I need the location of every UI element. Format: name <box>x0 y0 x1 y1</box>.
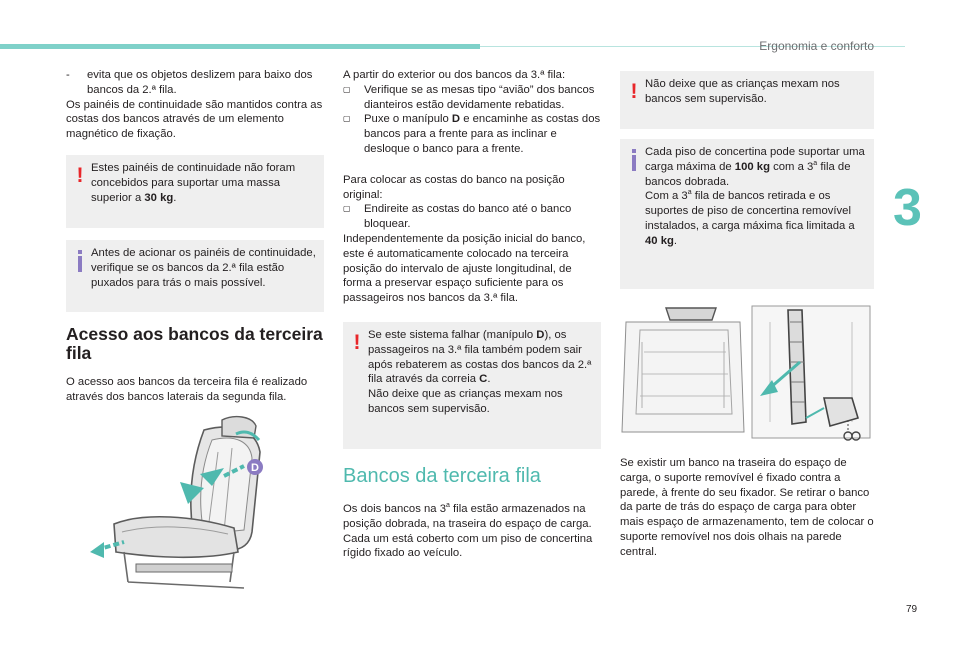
bullet-square-icon: ▢ <box>343 84 351 94</box>
paragraph: Os dois bancos na 3$^a$ fila estão armazenados na posição dobrada, na traseira do espaço de carga. Cada um está coberto com um piso de concertina rígido fixado ao veículo. <box>343 502 593 560</box>
dash-mark: - <box>66 69 70 81</box>
dash-bullet <box>66 68 324 98</box>
warning-box <box>66 155 324 228</box>
info-box <box>66 240 324 312</box>
section-heading: Acesso aos bancos da terceira fila <box>66 323 323 363</box>
info-text: Antes de acionar os painéis de continuidade, verifique se os bancos da 2.ª fila estão puxados para trás o mais possível. <box>91 246 316 289</box>
paragraph: Os painéis de continuidade são mantidos contra as costas dos bancos através de um elemento magnético de fixação. <box>66 98 323 141</box>
paragraph: Para colocar as costas do banco na posição original: <box>343 173 565 201</box>
column-3 <box>620 76 874 289</box>
section-heading: Bancos da terceira fila <box>343 464 541 487</box>
paragraph: Independentemente da posição inicial do banco, este é automaticamente colocado na terceira posição do intervalo de ajuste longitudinal, de forma a preservar espaço suficiente para os passageiros nos bancos da 3.ª fila. <box>343 232 586 305</box>
bullet-square-icon: ▢ <box>343 204 351 214</box>
bullet-text: evita que os objetos deslizem para baixo dos bancos da 2.ª fila. <box>87 69 313 96</box>
chapter-number: 3 <box>893 179 922 237</box>
seat-illustration <box>84 412 284 598</box>
bullet-square-icon: ▢ <box>343 114 351 124</box>
warning-text: Não deixe que as crianças mexam nos bancos sem supervisão. <box>368 388 563 415</box>
warning-box <box>343 322 601 449</box>
checkbox-bullet: ▢ Verifique se as mesas tipo “avião” dos bancos dianteiros estão devidamente rebatidas. <box>343 83 595 111</box>
info-text: Com a 3$^a$ fila de bancos retirada e os suportes de piso de concertina removível instalados, a carga máxima fica limitada a 40 kg. <box>645 189 855 247</box>
cargo-floor-illustration <box>620 302 872 442</box>
paragraph: A partir do exterior ou dos bancos da 3.ª fila: <box>343 69 566 81</box>
column-2 <box>343 68 601 561</box>
info-box <box>620 139 874 289</box>
info-icon <box>628 149 640 171</box>
section-title: Ergonomia e conforto <box>759 39 874 53</box>
warning-text: Não deixe que as crianças mexam nos bancos sem supervisão. <box>645 78 840 105</box>
paragraph: O acesso aos bancos da terceira fila é realizado através dos bancos laterais da segunda fila. <box>66 375 308 403</box>
page-number: 79 <box>906 604 918 615</box>
checkbox-bullet: ▢ Endireite as costas do banco até o banco bloquear. <box>343 203 572 231</box>
column-3-bottom <box>620 456 874 560</box>
header-accent-bar <box>0 44 480 49</box>
column-1 <box>66 68 324 405</box>
warning-text: Se este sistema falhar (manípulo D), os passageiros na 3.ª fila também podem sair após rebaterem as costas dos bancos da 2.ª fila através da correia C. <box>368 328 592 386</box>
info-icon <box>74 250 86 272</box>
info-text: Cada piso de concertina pode suportar uma carga máxima de 100 kg com a 3$^a$ fila de bancos dobrada. <box>645 146 865 188</box>
handle-label-d: D <box>251 462 259 474</box>
paragraph: Se existir um banco na traseira do espaço de carga, o suporte removível é fixado contra a parede, à frente do seu fixador. Se retirar o banco da parte de trás do espaço de carga para obter mais espaço de armazenamento, tem de colocar o suporte removível nos dois olhais na parede central. <box>620 457 874 558</box>
warning-text: Estes painéis de continuidade não foram concebidos para suportar uma massa superior a 30 kg. <box>91 161 296 204</box>
warning-exclamation-icon: ! <box>76 163 84 187</box>
warning-box <box>620 71 874 129</box>
warning-exclamation-icon: ! <box>353 330 361 354</box>
warning-exclamation-icon: ! <box>630 80 638 103</box>
checkbox-bullet: ▢ Puxe o manípulo D e encaminhe as costas dos bancos para a frente para as inclinar e desloque o banco para a frente. <box>343 113 601 155</box>
